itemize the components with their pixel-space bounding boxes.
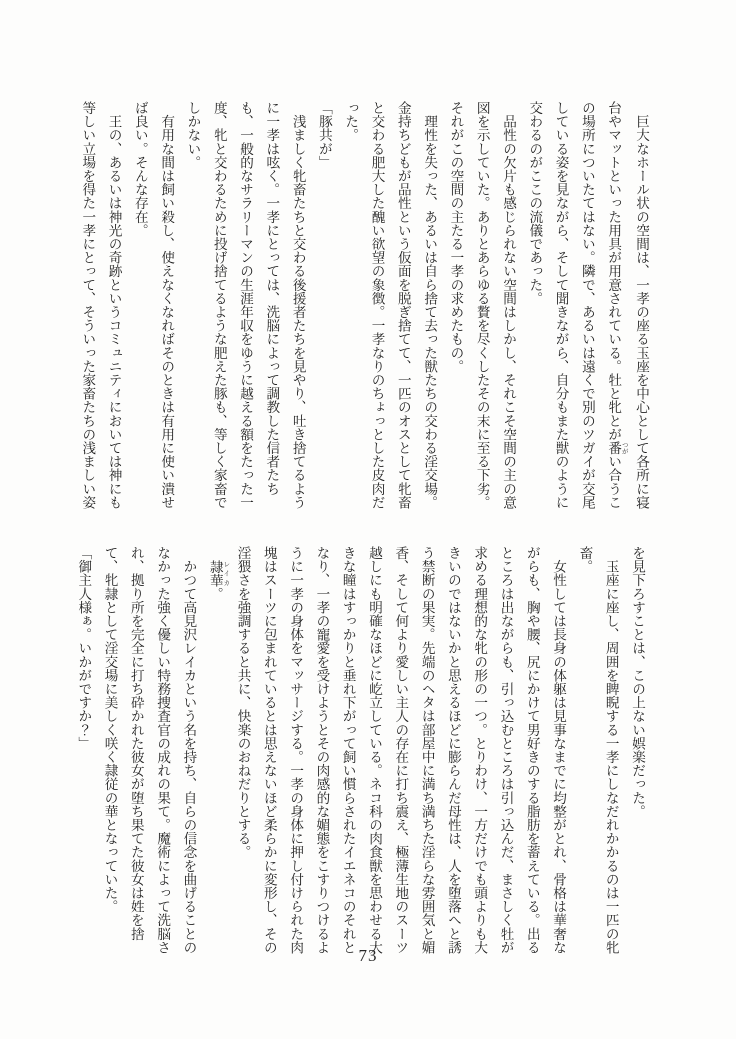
text-line: 求める理想的な牝の形の一つ。とりわけ、一方だけでも頭よりも大 xyxy=(472,546,488,954)
text-line: に一孝は呟く。一孝にとっては、洗脳によって調教した信者たち xyxy=(264,101,280,496)
text-line: 浅ましく牝畜たちと交わる後援者たちを見やり、吐き捨てるよう xyxy=(290,101,306,509)
text-line: 隷華 レイカ。 xyxy=(207,559,230,601)
text-line: 交わるのがここの流儀であった。 xyxy=(527,101,543,305)
text-line: 品性の欠片も感じられない空間はしかし、それこそ空間の主の意 xyxy=(501,101,517,509)
text-line: がらも、胸や腰、尻にかけて男好きのする脂肪を蓄えている。出る xyxy=(524,546,540,954)
text-line: 塊はスーツに包まれているとは思えないほど柔らかに変形し、その xyxy=(261,546,277,954)
text-line: れ、拠り所を完全に打ち砕かれた彼女が堕ち果てた彼女は姓を捨 xyxy=(128,546,144,941)
text-line: している姿を見ながら、そして聞きながら、自分もまた獣のように xyxy=(553,101,569,509)
text-line: 金持ちどもが品性という仮面を脱ぎ捨てて、一匹のオスとして牝畜 xyxy=(395,101,411,509)
text-line: かつて高見沢レイカという名を持ち、自らの信念を曲げることの xyxy=(181,546,197,954)
text-line: 淫猥さを強調すると共に、快楽のおねだりとする。 xyxy=(235,546,251,859)
text-line: 香、そして何より愛しい主人の存在に打ち震え、極薄生地のスーツ xyxy=(393,546,409,954)
text-line: 王の、あるいは神光の奇跡というコミュニティにおいては神にも xyxy=(106,101,122,509)
text-line: 理性を失った、あるいは自ら捨て去った獣たちの交わる淫交場。 xyxy=(422,101,438,509)
text-line: なかった強く優しい特務捜査官の成れの果て。魔術によって洗脳さ xyxy=(155,546,171,954)
text-line: 「御主人様ぁ。いかがですか？」 xyxy=(76,546,92,750)
text-line: と交わる肥大した醜い欲望の象徴。一孝なりのちょっとした皮肉だ xyxy=(369,101,385,509)
text-line: 等しい立場を得た一孝にとって、そういった家畜たちの浅ましい姿 xyxy=(80,101,96,509)
text-line: それがこの空間の主たる一孝の求めたもの。 xyxy=(448,101,464,373)
text-line: 越しにも明確なほどに屹立している。ネコ科の肉食獣を思わせる大 xyxy=(367,546,383,954)
text-line: も、一般的なサラリーマンの生涯年収をゆうに越える額をたった一 xyxy=(238,101,254,509)
text-line: 巨大なホール状の空間は、一孝の座る玉座を中心として各所に寝 xyxy=(634,101,649,509)
text-line: なり、一孝の寵愛を受けようとその肉感的な媚態をこすりつけるよ xyxy=(314,546,330,954)
furigana-ruby: 隷華 レイカ xyxy=(207,559,230,587)
page-number: 73 xyxy=(358,946,378,965)
text-line: を見下ろすことは、この上ない娯楽だった。 xyxy=(630,546,645,818)
text-line: うに一孝の身体をマッサージする。一孝の身体に押し付けられた肉 xyxy=(288,546,304,954)
text-line: きな瞳はすっかりと垂れ下がって飼い慣らされたイエネコのそれと xyxy=(340,546,356,954)
text-line: 台やマットといった用具が用意されている。牡と牝とが番 つがい合うこ xyxy=(606,101,628,510)
text-line: しかない。 xyxy=(185,101,201,169)
text-line: 図を示していた。ありとあらゆる贅を尽くしたその末に至る下劣。 xyxy=(474,101,490,509)
text-line: 玉座に座し、周囲を睥睨する一孝にしなだれかかるのは一匹の牝 xyxy=(603,546,619,954)
furigana-ruby: 番 つが xyxy=(606,441,628,455)
text-line: う禁断の果実。先端のヘタは部屋中に満ち満ちた淫らな雰囲気と媚 xyxy=(419,546,435,954)
text-line: 「豚共が」 xyxy=(316,101,332,169)
text-line: 度、牝と交わるために投げ捨てるような肥えた豚も、等しく家畜で xyxy=(211,101,227,509)
text-line: 畜。 xyxy=(577,546,593,574)
text-line: った。 xyxy=(343,101,359,142)
text-line: ば良い。そんな存在。 xyxy=(132,101,148,237)
upper-text-band xyxy=(74,101,654,509)
lower-text-band xyxy=(70,546,650,954)
text-line: 有用な間は飼い殺し、使えなくなればそのときは有用に使い潰せ xyxy=(159,101,175,509)
text-line: ところは出ながらも、引っ込むところは引っ込んだ、まさしく牡が xyxy=(498,546,514,954)
text-line: て、牝隷として淫交場に美しく咲く隷従の華となっていた。 xyxy=(102,546,118,914)
text-line: 女性しては長身の体躯は見事なまでに均整がとれ、骨格は華奢な xyxy=(551,546,567,954)
text-line: きいのではないかと思えるほどに膨らんだ母性は、人を堕落へと誘 xyxy=(445,546,461,954)
text-line: の場所についたてはない。隣で、あるいは遠くで別のツガイが交尾 xyxy=(579,101,595,509)
